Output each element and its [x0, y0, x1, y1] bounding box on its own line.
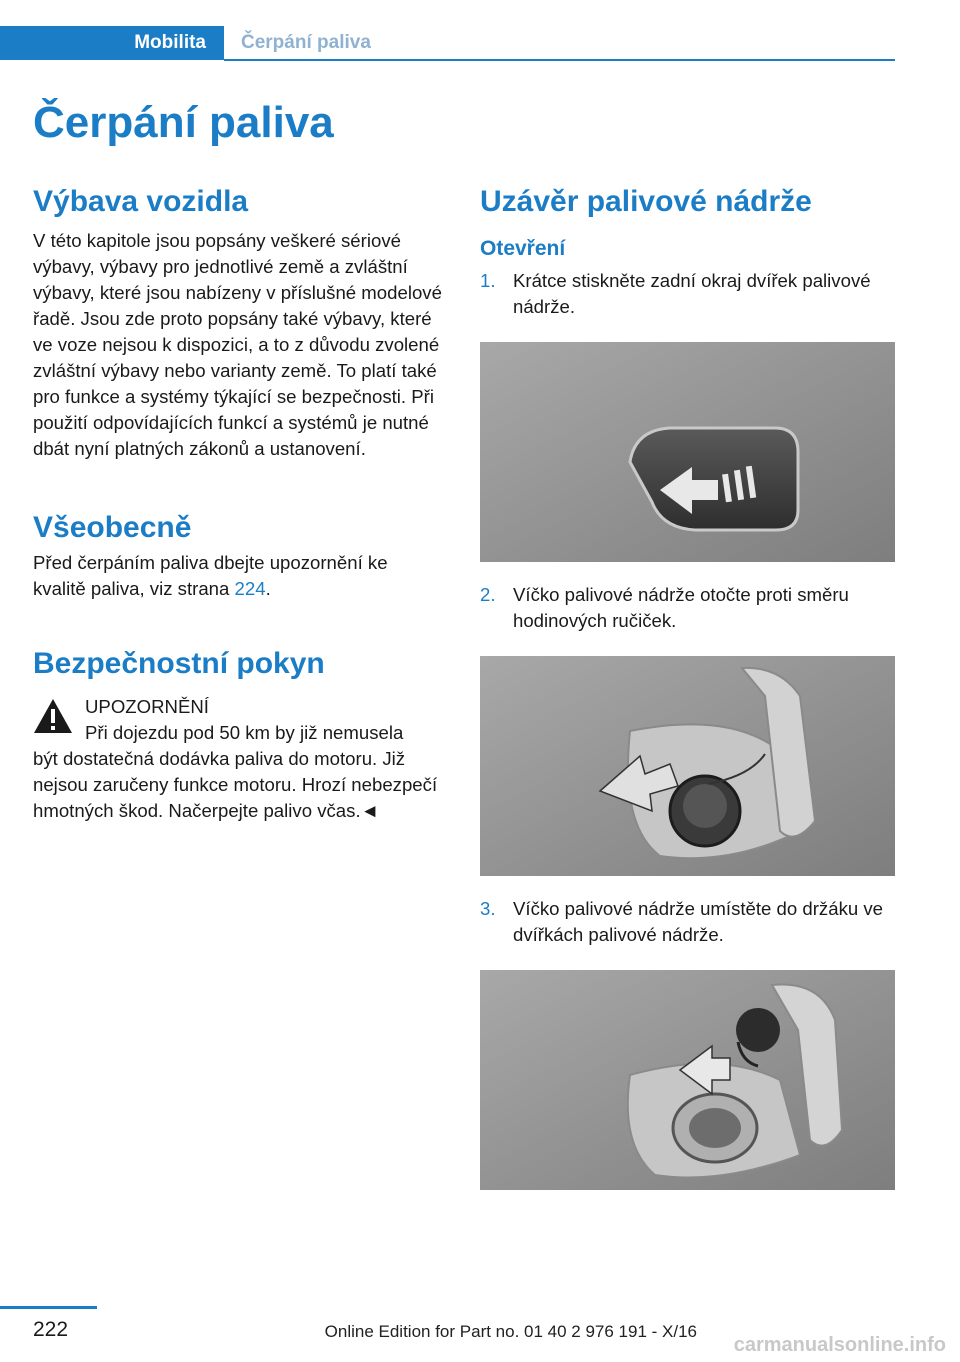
warning-text-line1: Při dojezdu pod 50 km by již nemusela: [85, 722, 404, 743]
steps-list-3: [480, 896, 896, 948]
step-item: [480, 582, 896, 634]
fuel-cap-turn-photo: [480, 656, 895, 876]
step-item: [480, 268, 896, 320]
vybava-heading: Výbava vozidla: [33, 185, 249, 218]
step-number: 1.: [480, 270, 496, 291]
warning-block: [33, 694, 445, 824]
uzaver-heading: Uzávěr palivové nádrže: [480, 185, 812, 218]
vseobecne-end: .: [265, 578, 271, 599]
vseobecne-text: [33, 550, 445, 602]
step-item: [480, 896, 896, 948]
chapter-tab[interactable]: Čerpání paliva: [241, 32, 371, 53]
header-bar: [0, 26, 895, 60]
page-link[interactable]: 224: [234, 578, 266, 599]
step-text: Víčko palivové nádrže otočte proti směru hodinových ručiček.: [513, 584, 849, 631]
warning-text: být dostatečná dodávka paliva do motoru. Již nejsou zaručeny funkce motoru. Hrozí nebezpečí hmotných škod. Načerpejte palivo včas.◄: [33, 748, 438, 821]
step-number: 2.: [480, 584, 496, 605]
vseobecne-body: Před čerpáním paliva dbejte upozornění ke kvalitě paliva, viz strana: [33, 552, 388, 599]
warning-triangle-icon: [33, 698, 73, 734]
fuel-cap-holder-photo: [480, 970, 895, 1190]
step-number: 3.: [480, 898, 496, 919]
otevreni-subheading: Otevření: [480, 237, 566, 260]
page-number: 222: [33, 1318, 69, 1341]
warning-title: UPOZORNĚNÍ: [85, 696, 209, 717]
bezpecnost-heading: Bezpečnostní pokyn: [33, 647, 325, 680]
footer-divider: [0, 1306, 97, 1309]
vybava-text: V této kapitole jsou popsány veškeré sériové výbavy, výbavy pro jednotlivé země a zvláštní výbavy, které jsou nabízeny v příslušné modelové řadě. Jsou zde proto popsány také výbavy, které ve voze nejsou k dispozici, a to z důvodu zvolené zvláštní výbavy nebo varianty země. To platí také pro funkce a systémy týkající se bezpečnosti. Při použití odpovídajících funkcí a systémů je nutné dbát nyní platných zákonů a ustanovení.: [33, 230, 442, 459]
step-text: Krátce stiskněte zadní okraj dvířek palivové nádrže.: [513, 270, 871, 317]
step-text: Víčko palivové nádrže umístěte do držáku ve dvířkách palivové nádrže.: [513, 898, 884, 945]
edition-text: Online Edition for Part no. 01 40 2 976 191 - X/16: [324, 1322, 697, 1341]
watermark: carmanualsonline.info: [733, 1334, 946, 1356]
fuel-flap-photo: [480, 342, 895, 562]
section-tab[interactable]: Mobilita: [0, 26, 224, 60]
steps-list-2: [480, 582, 896, 634]
page-title: Čerpání paliva: [33, 98, 334, 147]
header-divider: [224, 59, 895, 61]
vseobecne-heading: Všeobecně: [33, 511, 192, 544]
left-column: [33, 180, 445, 824]
right-column: [480, 180, 896, 1190]
steps-list: [480, 268, 896, 320]
